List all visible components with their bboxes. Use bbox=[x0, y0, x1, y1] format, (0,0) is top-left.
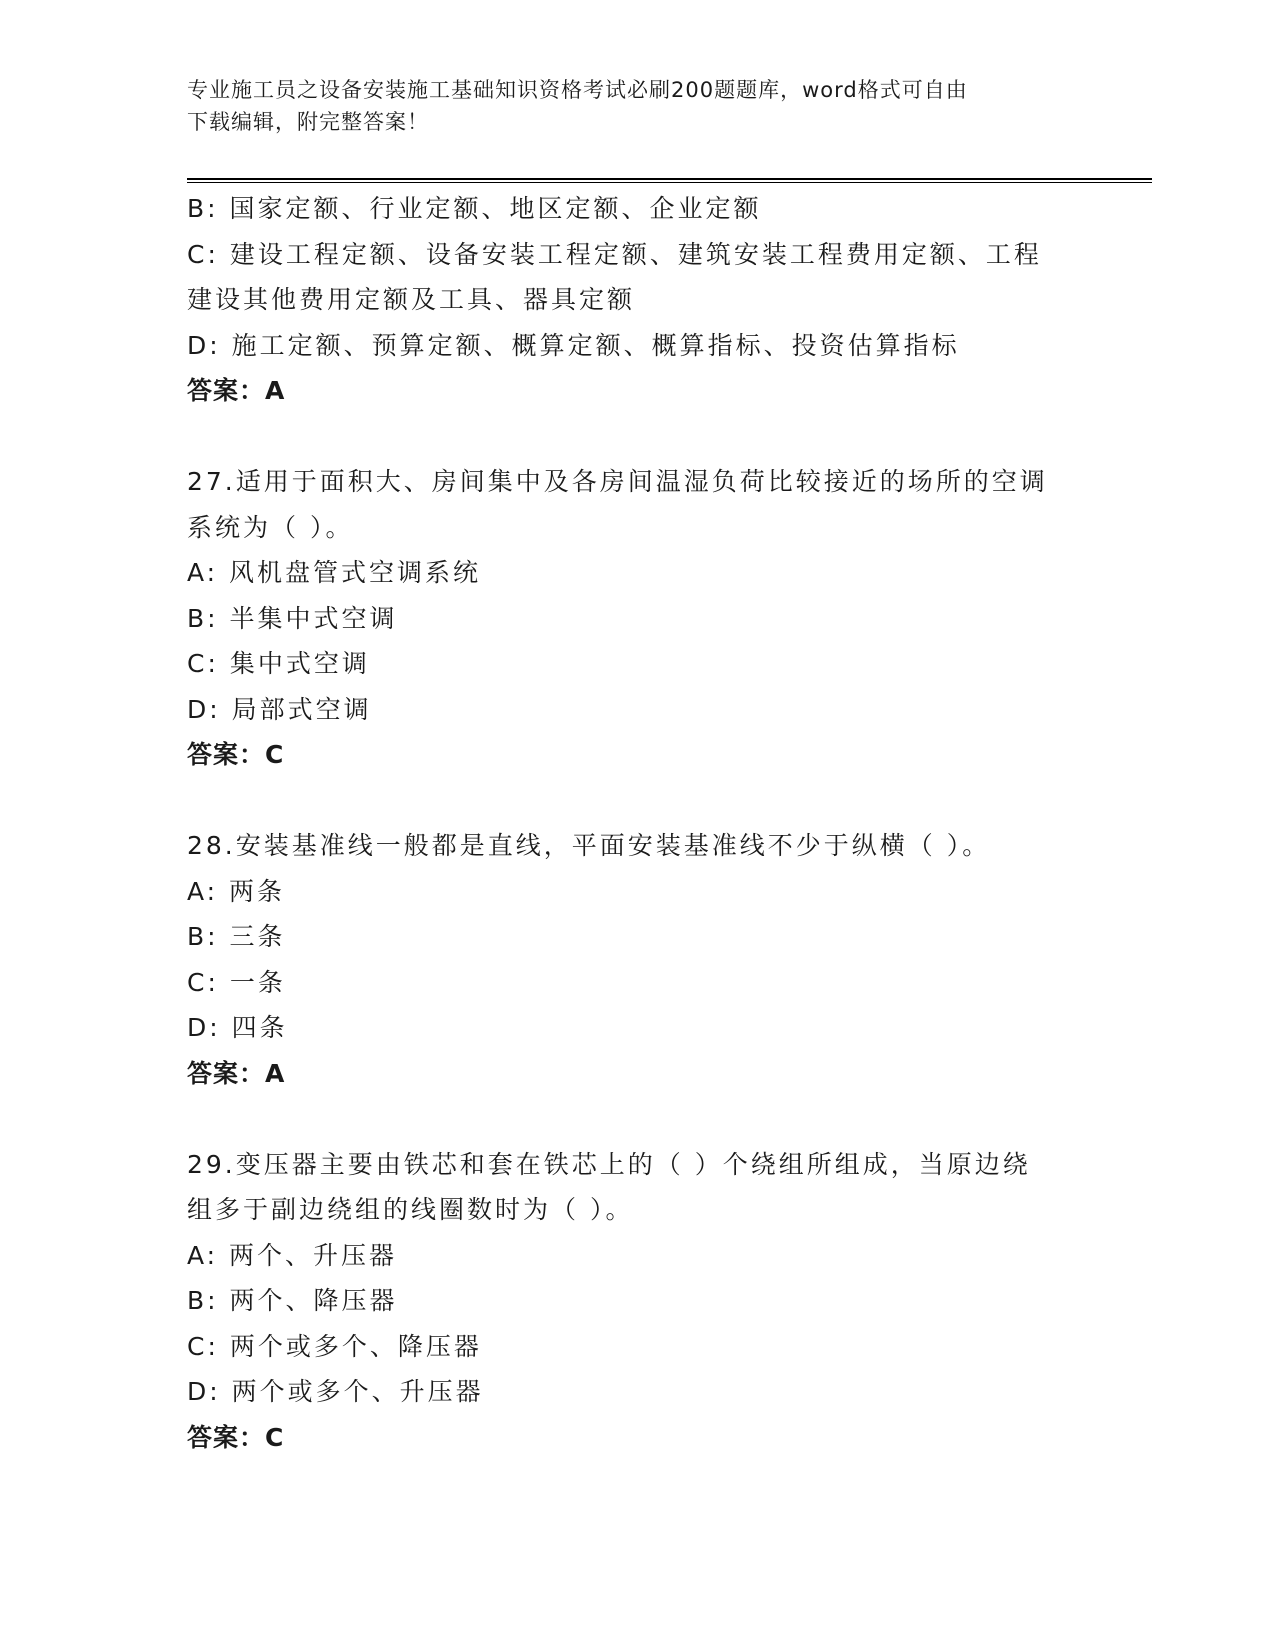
option-a: A: 两条 bbox=[187, 876, 286, 906]
option-c-continued: 建设其他费用定额及工具、器具定额 bbox=[187, 285, 636, 314]
answer: 答案：C bbox=[187, 1422, 285, 1452]
option-b: B: 国家定额、行业定额、地区定额、企业定额 bbox=[187, 194, 762, 223]
question-stem-continued: 组多于副边绕组的线圈数时为（ ）。 bbox=[187, 1195, 634, 1224]
header-title-line-2: 下载编辑，附完整答案！ bbox=[187, 110, 429, 134]
previous-question-tail bbox=[187, 186, 1087, 414]
question-stem: 29.变压器主要由铁芯和套在铁芯上的（ ）个绕组所组成，当原边绕 bbox=[187, 1149, 1031, 1179]
option-c: C: 两个或多个、降压器 bbox=[187, 1331, 482, 1361]
option-d: D: 局部式空调 bbox=[187, 694, 372, 724]
option-d: D: 四条 bbox=[187, 1013, 288, 1042]
answer: 答案：A bbox=[187, 1058, 286, 1088]
option-b: B: 两个、降压器 bbox=[187, 1286, 398, 1315]
header-title-line-1: 专业施工员之设备安装施工基础知识资格考试必刷200题题库，word格式可自由 bbox=[187, 78, 968, 102]
option-d: D: 两个或多个、升压器 bbox=[187, 1377, 484, 1406]
option-c: C: 建设工程定额、设备安装工程定额、建筑安装工程费用定额、工程 bbox=[187, 239, 1042, 269]
answer: 答案：A bbox=[187, 376, 286, 405]
question-list bbox=[187, 186, 1087, 1460]
option-b: B: 半集中式空调 bbox=[187, 603, 398, 633]
question-stem-continued: 系统为（ ）。 bbox=[187, 512, 354, 542]
header-divider bbox=[187, 178, 1152, 183]
spacer bbox=[187, 1096, 1087, 1142]
answer: 答案：C bbox=[187, 740, 285, 769]
option-a: A: 两个、升压器 bbox=[187, 1240, 398, 1270]
question-28 bbox=[187, 823, 1087, 1096]
option-b: B: 三条 bbox=[187, 922, 286, 951]
option-d: D: 施工定额、预算定额、概算定额、概算指标、投资估算指标 bbox=[187, 330, 960, 360]
option-c: C: 集中式空调 bbox=[187, 649, 370, 678]
option-c: C: 一条 bbox=[187, 967, 286, 997]
document-header bbox=[187, 74, 1067, 138]
question-stem: 27.适用于面积大、房间集中及各房间温湿负荷比较接近的场所的空调 bbox=[187, 467, 1048, 496]
spacer bbox=[187, 414, 1087, 460]
option-a: A: 风机盘管式空调系统 bbox=[187, 558, 482, 587]
question-27 bbox=[187, 459, 1087, 778]
spacer bbox=[187, 778, 1087, 824]
question-29 bbox=[187, 1142, 1087, 1461]
question-stem: 28.安装基准线一般都是直线，平面安装基准线不少于纵横（ ）。 bbox=[187, 831, 991, 860]
